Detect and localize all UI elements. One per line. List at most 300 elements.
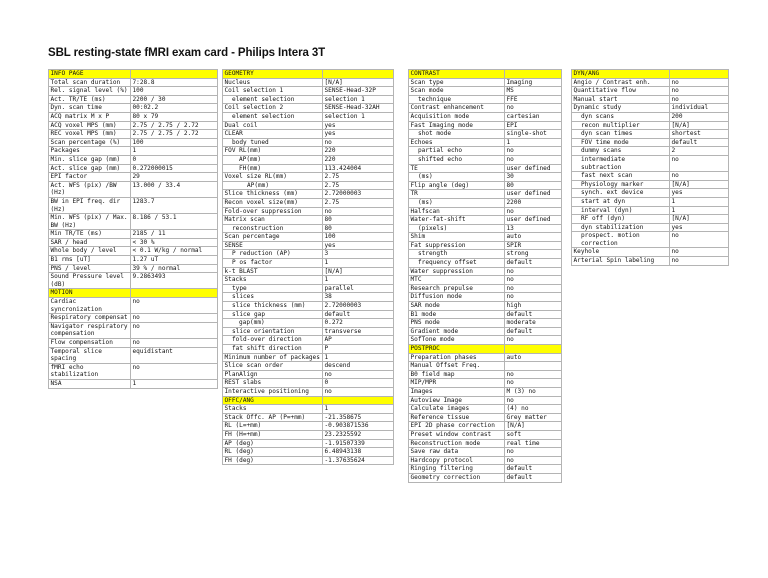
parameter-row [572, 130, 729, 139]
parameter-row [409, 405, 562, 414]
parameter-value: no [670, 78, 729, 87]
parameter-label: Scan mode [409, 87, 505, 96]
parameter-label: Coil selection 1 [223, 87, 323, 96]
parameter-value: equidistant [131, 347, 218, 363]
parameter-value: selection 1 [323, 112, 394, 121]
parameter-row [49, 197, 218, 213]
parameter-value: 2.72000003 [323, 302, 394, 311]
parameter-value: 39 % / normal [131, 264, 218, 273]
parameter-value: 2.75 [323, 198, 394, 207]
parameter-label: NSA [49, 379, 131, 388]
parameter-row [409, 155, 562, 164]
parameter-label: prospect. motion correction [572, 232, 670, 248]
parameter-value: no [670, 232, 729, 248]
parameter-label: REC voxel MPS (mm) [49, 130, 131, 139]
parameter-value: 1.27 uT [131, 256, 218, 265]
parameter-label: Autoview Image [409, 396, 505, 405]
parameter-column-4 [571, 69, 729, 266]
parameter-row [223, 95, 394, 104]
parameter-label: (ms) [409, 173, 505, 182]
parameter-row [49, 363, 218, 379]
section-header: POSTPROC [409, 345, 505, 354]
parameter-row [49, 78, 218, 87]
parameter-column-2 [222, 69, 394, 465]
parameter-label: Respiratory compensat [49, 314, 131, 323]
parameter-label: BW in EPI freq. dir (Hz) [49, 197, 131, 213]
parameter-value: no [505, 155, 562, 164]
parameter-row [223, 413, 394, 422]
parameter-label: Physiology marker [572, 180, 670, 189]
parameter-value: no [323, 387, 394, 396]
parameter-value: 23.2325592 [323, 430, 394, 439]
parameter-value: no [323, 370, 394, 379]
parameter-label: Calculate images [409, 405, 505, 414]
parameter-value: yes [323, 241, 394, 250]
parameter-label: recon multiplier [572, 121, 670, 130]
parameter-value: strong [505, 250, 562, 259]
parameter-label: MIP/MPR [409, 379, 505, 388]
parameter-value: selection 1 [323, 95, 394, 104]
parameter-value: [N/A] [323, 78, 394, 87]
parameter-value: no [505, 276, 562, 285]
parameter-value: no [670, 95, 729, 104]
parameter-label: FH(mm) [223, 164, 323, 173]
parameter-label: B1 mode [409, 310, 505, 319]
parameter-label: P reduction (AP) [223, 250, 323, 259]
parameter-label: Act. TR/TE (ms) [49, 95, 131, 104]
parameter-row [223, 456, 394, 465]
parameter-value: shortest [670, 130, 729, 139]
section-header-fill [323, 396, 394, 405]
parameter-row [49, 138, 218, 147]
section-header: GEOMETRY [223, 70, 323, 79]
parameter-value: 80 [505, 181, 562, 190]
section-header-row [409, 70, 562, 79]
parameter-row [49, 155, 218, 164]
parameter-label: Act. WFS (pix) /BW (Hz) [49, 181, 131, 197]
parameter-row [223, 379, 394, 388]
parameter-row [409, 130, 562, 139]
parameter-value: cartesian [505, 112, 562, 121]
parameter-value: 1 [131, 147, 218, 156]
parameter-row [49, 173, 218, 182]
parameter-value: 13.000 / 33.4 [131, 181, 218, 197]
parameter-row [409, 78, 562, 87]
parameter-value: no [323, 207, 394, 216]
parameter-row [409, 241, 562, 250]
parameter-label: Scan type [409, 78, 505, 87]
parameter-value: soft [505, 430, 562, 439]
parameter-table [222, 69, 394, 465]
parameter-value: default [505, 259, 562, 268]
parameter-row [409, 465, 562, 474]
parameter-label: interval (dyn) [572, 206, 670, 215]
parameter-value: default [505, 465, 562, 474]
parameter-label: Geometry correction [409, 473, 505, 482]
parameter-label: PNS mode [409, 319, 505, 328]
parameter-value: [N/A] [670, 215, 729, 224]
parameter-label: AP(mm) [223, 155, 323, 164]
parameter-label: Min TR/TE (ms) [49, 230, 131, 239]
parameter-label: B1 rms [uT] [49, 256, 131, 265]
section-header: MOTION [49, 289, 131, 298]
parameter-label: Stacks [223, 405, 323, 414]
parameter-label: body tuned [223, 138, 323, 147]
parameter-label: Slice thickness (mm) [223, 190, 323, 199]
parameter-label: Quantitative flow [572, 87, 670, 96]
parameter-row [223, 387, 394, 396]
section-header: CONTRAST [409, 70, 505, 79]
parameter-label: Act. slice gap (mm) [49, 164, 131, 173]
parameter-row [49, 339, 218, 348]
parameter-row [572, 223, 729, 232]
parameter-value: parallel [323, 284, 394, 293]
parameter-row [572, 138, 729, 147]
parameter-row [223, 207, 394, 216]
section-header-row [572, 70, 729, 79]
parameter-value: MS [505, 87, 562, 96]
parameter-label: Dynamic study [572, 104, 670, 113]
parameter-label: start at dyn [572, 197, 670, 206]
parameter-value: no [505, 104, 562, 113]
parameter-label: dummy scans [572, 147, 670, 156]
parameter-label: (pixels) [409, 224, 505, 233]
parameter-table [408, 69, 562, 483]
parameter-row [223, 190, 394, 199]
parameter-value: 13 [505, 224, 562, 233]
parameter-label: gap(mm) [223, 319, 323, 328]
parameter-value: SENSE-Head-32P [323, 87, 394, 96]
parameter-value: no [505, 293, 562, 302]
parameter-label: Packages [49, 147, 131, 156]
parameter-label: Halfscan [409, 207, 505, 216]
parameter-row [572, 87, 729, 96]
parameter-value: no [131, 314, 218, 323]
parameter-row [223, 241, 394, 250]
parameter-value: no [131, 298, 218, 314]
parameter-value: 220 [323, 155, 394, 164]
parameter-value: no [505, 456, 562, 465]
parameter-label: P os factor [223, 259, 323, 268]
parameter-label: REST slabs [223, 379, 323, 388]
parameter-label: Min. slice gap (mm) [49, 155, 131, 164]
parameter-value: no [505, 448, 562, 457]
parameter-row [223, 327, 394, 336]
parameter-row [409, 302, 562, 311]
section-header-fill [131, 70, 218, 79]
parameter-row [49, 298, 218, 314]
parameter-row [223, 430, 394, 439]
parameter-row [49, 314, 218, 323]
parameter-value: default [505, 327, 562, 336]
section-header-fill [323, 70, 394, 79]
parameter-row [409, 216, 562, 225]
parameter-value: 1 [670, 197, 729, 206]
section-header-row [409, 345, 562, 354]
parameter-row [223, 87, 394, 96]
parameter-value: 1 [131, 379, 218, 388]
parameter-value: no [670, 172, 729, 181]
parameter-label: FOV RL(mm) [223, 147, 323, 156]
parameter-value: Imaging [505, 78, 562, 87]
parameter-value: 29 [131, 173, 218, 182]
parameter-row [409, 353, 562, 362]
parameter-row [223, 250, 394, 259]
parameter-label: fat shift direction [223, 345, 323, 354]
parameter-row [409, 121, 562, 130]
parameter-row [409, 319, 562, 328]
parameter-row [49, 112, 218, 121]
parameter-row [49, 347, 218, 363]
parameter-row [409, 276, 562, 285]
parameter-label: Rel. signal level (%) [49, 87, 131, 96]
parameter-value: SENSE-Head-32AH [323, 104, 394, 113]
parameter-row [409, 87, 562, 96]
parameter-label: synch. ext device [572, 189, 670, 198]
parameter-row [409, 250, 562, 259]
parameter-label: k-t BLAST [223, 267, 323, 276]
parameter-row [409, 293, 562, 302]
parameter-row [409, 284, 562, 293]
parameter-value: high [505, 302, 562, 311]
parameter-label: Save raw data [409, 448, 505, 457]
parameter-row [49, 95, 218, 104]
parameter-label: technique [409, 95, 505, 104]
parameter-label: Gradient mode [409, 327, 505, 336]
parameter-label: SENSE [223, 241, 323, 250]
parameter-value: 38 [323, 293, 394, 302]
parameter-value: 100 [131, 138, 218, 147]
parameter-value: P [323, 345, 394, 354]
parameter-row [223, 233, 394, 242]
parameter-label: Interactive positioning [223, 387, 323, 396]
parameter-label: intermediate subtraction [572, 155, 670, 171]
parameter-label: slice gap [223, 310, 323, 319]
parameter-label: PNS / level [49, 264, 131, 273]
parameter-value: 200 [670, 112, 729, 121]
parameter-row [223, 224, 394, 233]
parameter-row [223, 319, 394, 328]
parameter-row [223, 121, 394, 130]
parameter-label: partial echo [409, 147, 505, 156]
parameter-label: Manual Offset Freq. [409, 362, 505, 371]
parameter-label: Ringing filtering [409, 465, 505, 474]
parameter-value: yes [323, 121, 394, 130]
parameter-label: Voxel size RL(mm) [223, 173, 323, 182]
parameter-row [49, 256, 218, 265]
parameter-label: shifted echo [409, 155, 505, 164]
parameter-value: no [670, 155, 729, 171]
parameter-value: 6.48943138 [323, 448, 394, 457]
parameter-row [223, 78, 394, 87]
parameter-label: Water-fat-shift [409, 216, 505, 225]
parameter-row [49, 238, 218, 247]
parameter-value: default [505, 473, 562, 482]
parameter-value: 00:02.2 [131, 104, 218, 113]
parameter-row [223, 293, 394, 302]
parameter-label: Acquisition mode [409, 112, 505, 121]
parameter-value: no [505, 207, 562, 216]
parameter-label: SofTone mode [409, 336, 505, 345]
parameter-row [223, 345, 394, 354]
parameter-row [409, 327, 562, 336]
parameter-row [409, 259, 562, 268]
section-header-row [49, 289, 218, 298]
parameter-value: 2200 / 30 [131, 95, 218, 104]
parameter-value: 2.75 [323, 173, 394, 182]
parameter-label: element selection [223, 95, 323, 104]
parameter-label: Water suppression [409, 267, 505, 276]
parameter-label: Reconstruction mode [409, 439, 505, 448]
parameter-row [409, 396, 562, 405]
section-header-fill [670, 70, 729, 79]
parameter-row [223, 181, 394, 190]
parameter-label: CLEAR [223, 130, 323, 139]
parameter-label: Angio / Contrast enh. [572, 78, 670, 87]
parameter-row [223, 267, 394, 276]
parameter-value: 0 [131, 155, 218, 164]
parameter-label: TE [409, 164, 505, 173]
parameter-label: Dyn. scan time [49, 104, 131, 113]
parameter-label: Fold-over suppression [223, 207, 323, 216]
parameter-label: PlanAlign [223, 370, 323, 379]
parameter-row [223, 112, 394, 121]
parameter-row [409, 387, 562, 396]
parameter-label: Coil selection 2 [223, 104, 323, 113]
parameter-label: slice orientation [223, 327, 323, 336]
exam-card-title: SBL resting-state fMRI exam card - Philips Intera 3T [48, 47, 326, 59]
parameter-row [409, 224, 562, 233]
parameter-value: 80 [323, 216, 394, 225]
parameter-label: (ms) [409, 198, 505, 207]
parameter-value: default [670, 138, 729, 147]
parameter-label: Research prepulse [409, 284, 505, 293]
parameter-row [409, 104, 562, 113]
parameter-label: Diffusion mode [409, 293, 505, 302]
parameter-row [223, 276, 394, 285]
parameter-label: Dual coil [223, 121, 323, 130]
parameter-label: Stacks [223, 276, 323, 285]
parameter-value: no [505, 336, 562, 345]
parameter-label: ACQ voxel MPS (mm) [49, 121, 131, 130]
parameter-label: Flow compensation [49, 339, 131, 348]
parameter-value: no [670, 257, 729, 266]
parameter-row [572, 257, 729, 266]
parameter-label: EPI factor [49, 173, 131, 182]
parameter-table [571, 69, 729, 266]
parameter-value: 1 [323, 405, 394, 414]
parameter-row [409, 448, 562, 457]
parameter-row [409, 173, 562, 182]
parameter-row [572, 180, 729, 189]
parameter-value: yes [323, 130, 394, 139]
parameter-row [409, 164, 562, 173]
parameter-value: 1 [670, 206, 729, 215]
parameter-label: RL (deg) [223, 448, 323, 457]
parameter-value: 2200 [505, 198, 562, 207]
parameter-row [572, 121, 729, 130]
parameter-label: Flip angle (deg) [409, 181, 505, 190]
parameter-value: auto [505, 233, 562, 242]
parameter-value: 1 [505, 138, 562, 147]
parameter-value: 1283.7 [131, 197, 218, 213]
parameter-value: 30 [505, 173, 562, 182]
parameter-label: Preparation phases [409, 353, 505, 362]
parameter-row [49, 164, 218, 173]
parameter-value: individual [670, 104, 729, 113]
parameter-row [223, 259, 394, 268]
parameter-value: no [505, 284, 562, 293]
parameter-row [49, 214, 218, 230]
parameter-row [223, 155, 394, 164]
parameter-label: B0 field map [409, 370, 505, 379]
parameter-value: no [505, 396, 562, 405]
parameter-label: SAR mode [409, 302, 505, 311]
parameter-label: Scan percentage (%) [49, 138, 131, 147]
parameter-value: yes [670, 189, 729, 198]
parameter-row [223, 284, 394, 293]
parameter-label: Nucleus [223, 78, 323, 87]
parameter-value: 3 [323, 250, 394, 259]
parameter-value: yes [670, 223, 729, 232]
parameter-value: no [505, 379, 562, 388]
parameter-row [572, 197, 729, 206]
parameter-value: (4) no [505, 405, 562, 414]
parameter-row [409, 362, 562, 371]
parameter-row [223, 147, 394, 156]
parameter-row [572, 95, 729, 104]
parameter-value: 7:28.8 [131, 78, 218, 87]
parameter-label: Sound Pressure level (dB) [49, 273, 131, 289]
parameter-row [409, 267, 562, 276]
parameter-row [572, 232, 729, 248]
parameter-row [572, 147, 729, 156]
parameter-value: M (3) no [505, 387, 562, 396]
parameter-row [49, 181, 218, 197]
parameter-row [409, 422, 562, 431]
parameter-label: Minimum number of packages [223, 353, 323, 362]
parameter-value: 2 [670, 147, 729, 156]
parameter-row [223, 439, 394, 448]
parameter-value: no [670, 248, 729, 257]
parameter-value: 0 [323, 379, 394, 388]
parameter-table [48, 69, 218, 389]
parameter-value: 100 [323, 233, 394, 242]
parameter-value: auto [505, 353, 562, 362]
parameter-row [49, 273, 218, 289]
parameter-label: element selection [223, 112, 323, 121]
parameter-column-3 [408, 69, 562, 483]
parameter-row [49, 130, 218, 139]
parameter-value: [N/A] [670, 180, 729, 189]
parameter-row [572, 112, 729, 121]
parameter-label: Total scan duration [49, 78, 131, 87]
parameter-value: 220 [323, 147, 394, 156]
parameter-label: Whole body / level [49, 247, 131, 256]
parameter-value: real time [505, 439, 562, 448]
parameter-value: EPI [505, 121, 562, 130]
parameter-value: 8.186 / 53.1 [131, 214, 218, 230]
parameter-label: FH (H=+mm) [223, 430, 323, 439]
parameter-value: AP [323, 336, 394, 345]
parameter-value: 1 [323, 276, 394, 285]
parameter-row [409, 198, 562, 207]
parameter-value: descend [323, 362, 394, 371]
parameter-row [409, 233, 562, 242]
parameter-row [223, 302, 394, 311]
parameter-row [409, 147, 562, 156]
parameter-label: slice thickness (mm) [223, 302, 323, 311]
